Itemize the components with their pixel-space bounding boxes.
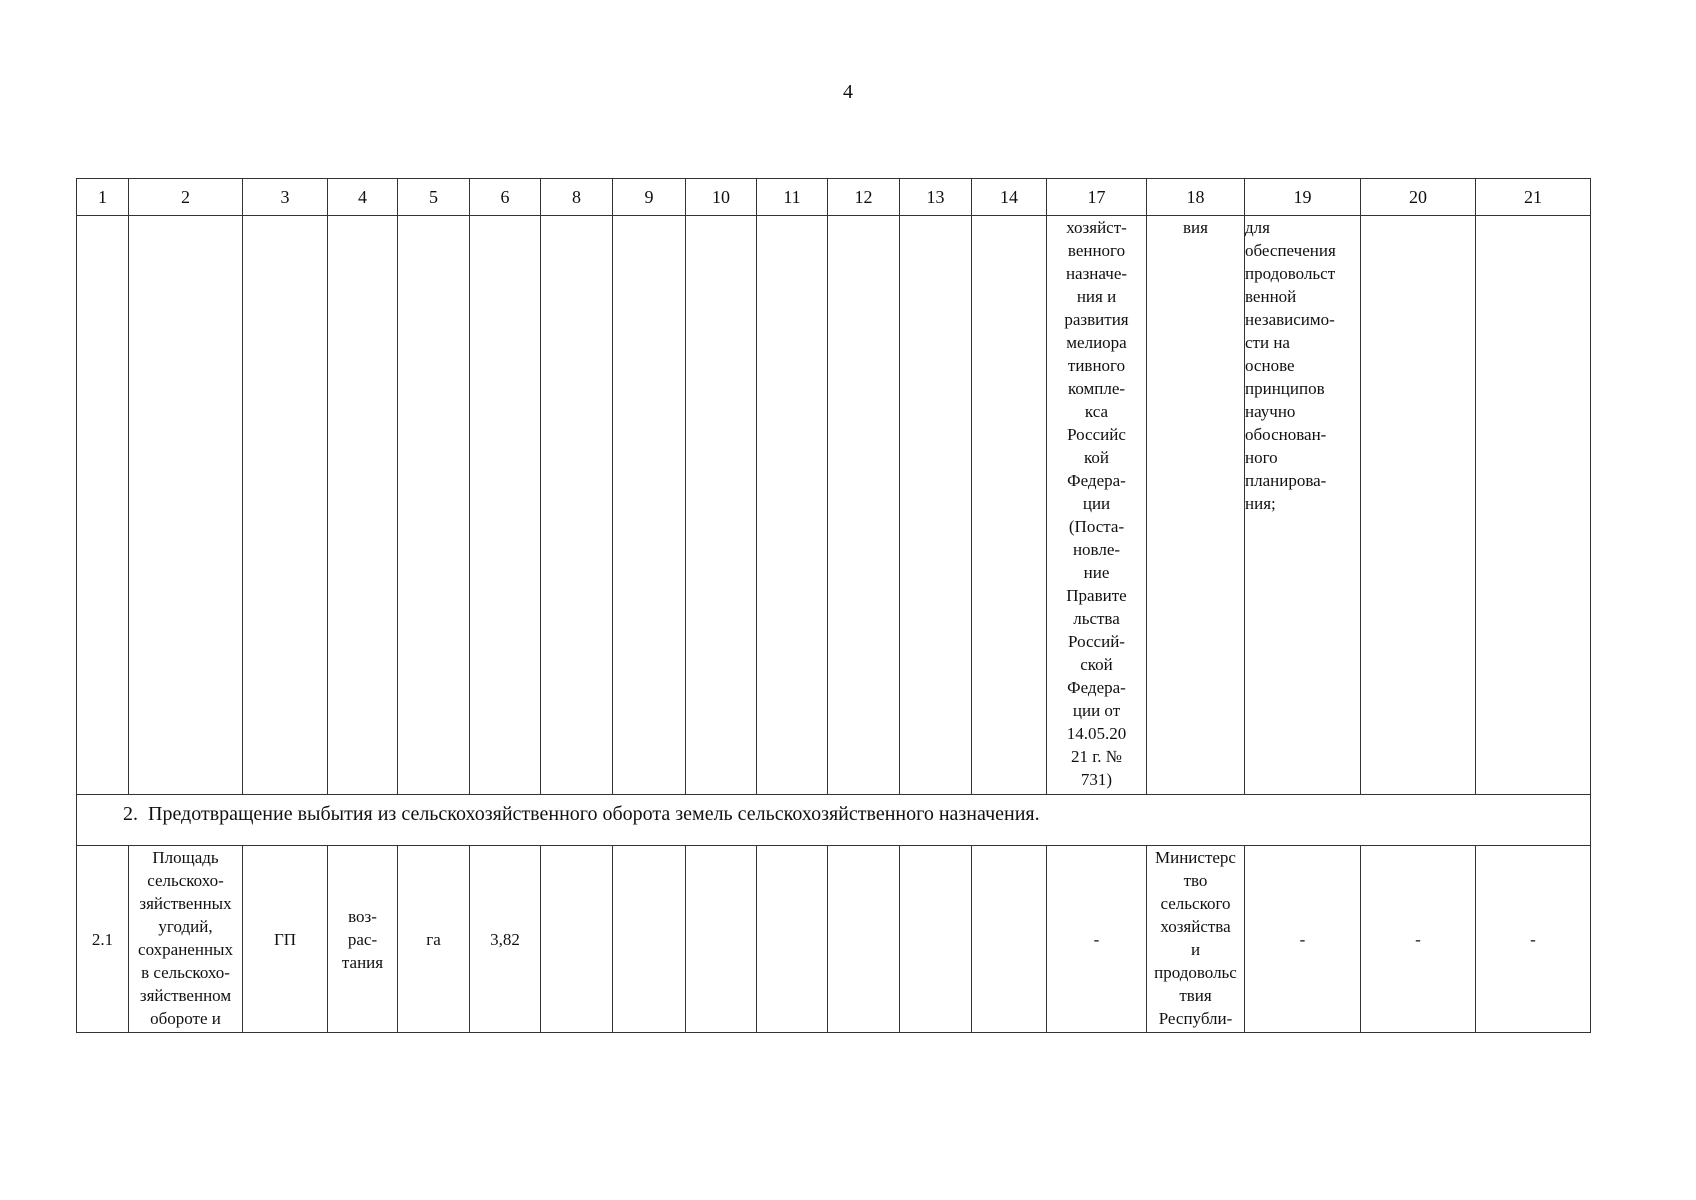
cell-line: компле- — [1067, 379, 1126, 398]
header-cell: 5 — [398, 179, 470, 216]
header-cell: 20 — [1361, 179, 1476, 216]
cell-line: кса — [1084, 402, 1109, 421]
header-cell: 14 — [972, 179, 1047, 216]
cell-line: тания — [341, 952, 384, 972]
cell-line: для — [1245, 218, 1270, 237]
empty-cell — [129, 216, 243, 795]
cell-line: Правите — [1066, 586, 1127, 605]
header-row — [77, 179, 1591, 216]
header-cell: 9 — [613, 179, 686, 216]
cell-line: Площадь — [152, 848, 219, 867]
cell-line: продовольст — [1245, 264, 1336, 283]
cell-line: хозяйства — [1160, 917, 1231, 936]
section-title: Предотвращение выбытия из сельскохозяйственного оборота земель сельскохозяйственного назначения. — [148, 803, 1040, 825]
cell-line: мелиора — [1066, 333, 1127, 352]
cell-line: Республи- — [1158, 1009, 1233, 1028]
empty-cell — [541, 216, 613, 795]
cell-line: ния и — [1076, 287, 1117, 306]
row-number-cell: 2.1 — [77, 846, 129, 1033]
cell-line: сельского — [1160, 894, 1231, 913]
cell-line: зяйственных — [139, 894, 232, 913]
empty-cell — [541, 846, 613, 1033]
cell-line: хозяйст- — [1066, 218, 1127, 237]
cell-line: и — [1190, 940, 1201, 959]
cell-line: льства — [1073, 609, 1120, 628]
cell-line: научно — [1245, 402, 1296, 421]
cell-line: ния; — [1245, 494, 1276, 513]
indicator-table — [76, 178, 1591, 1033]
section-heading — [77, 795, 1590, 827]
section-heading-cell — [77, 795, 1591, 846]
cell-line: 731) — [1080, 770, 1113, 789]
header-cell: 18 — [1147, 179, 1245, 216]
header-cell: 17 — [1047, 179, 1147, 216]
cell-line: 14.05.20 — [1066, 724, 1127, 743]
cell-line: обороте и — [150, 1009, 221, 1028]
header-cell: 10 — [686, 179, 757, 216]
cell-line: вия — [1183, 218, 1208, 237]
cell-line: сельскохо- — [147, 871, 224, 890]
cell-line: угодий, — [158, 917, 213, 936]
cell-line: рас- — [347, 929, 378, 949]
empty-cell — [613, 216, 686, 795]
cell-line: 21 г. № — [1070, 747, 1123, 766]
cell-line: ние — [1083, 563, 1110, 582]
empty-cell — [243, 216, 328, 795]
responsible-cell — [1147, 846, 1245, 1033]
cell-line: ного — [1245, 448, 1278, 467]
cell-line: Федера- — [1067, 678, 1126, 697]
cell-line: венного — [1067, 241, 1126, 260]
header-cell: 8 — [541, 179, 613, 216]
base-value-cell: 3,82 — [470, 846, 541, 1033]
empty-cell — [757, 846, 828, 1033]
dash-cell: - — [1245, 846, 1361, 1033]
cell-line: основе — [1245, 356, 1295, 375]
empty-cell — [77, 216, 129, 795]
col17-continuation-cell — [1047, 216, 1147, 795]
document-cell: - — [1047, 846, 1147, 1033]
cell-line: кой — [1084, 448, 1109, 467]
cell-line: новле- — [1072, 540, 1121, 559]
empty-cell — [1361, 216, 1476, 795]
header-cell: 4 — [328, 179, 398, 216]
empty-cell — [900, 216, 972, 795]
cell-line: ции от — [1072, 701, 1121, 720]
dash-cell: - — [1476, 846, 1591, 1033]
cell-line: ской — [1080, 655, 1113, 674]
empty-cell — [470, 216, 541, 795]
empty-cell — [972, 846, 1047, 1033]
col19-continuation-cell — [1245, 216, 1361, 795]
page-number: 4 — [843, 81, 853, 103]
header-cell: 6 — [470, 179, 541, 216]
empty-cell — [398, 216, 470, 795]
indicator-type-cell: ГП — [243, 846, 328, 1033]
header-cell: 21 — [1476, 179, 1591, 216]
cell-line: независимо- — [1245, 310, 1335, 329]
cell-line: венной — [1245, 287, 1297, 306]
cell-line: развития — [1064, 310, 1129, 329]
indicator-name-cell — [129, 846, 243, 1033]
empty-cell — [757, 216, 828, 795]
dash-cell: - — [1361, 846, 1476, 1033]
cell-line: тивного — [1067, 356, 1126, 375]
cell-line: воз- — [348, 906, 377, 926]
header-cell: 3 — [243, 179, 328, 216]
cell-line: сти на — [1245, 333, 1290, 352]
cell-line: Министерс — [1155, 848, 1236, 867]
cell-line: в сельскохо- — [141, 963, 230, 982]
empty-cell — [686, 846, 757, 1033]
cell-line: Федера- — [1067, 471, 1126, 490]
cell-line: назначе- — [1065, 264, 1128, 283]
cell-line: обеспечения — [1245, 241, 1336, 260]
empty-cell — [613, 846, 686, 1033]
empty-cell — [828, 216, 900, 795]
cell-line: принципов — [1245, 379, 1325, 398]
empty-cell — [1476, 216, 1591, 795]
header-cell: 19 — [1245, 179, 1361, 216]
empty-cell — [328, 216, 398, 795]
cell-line: Российс — [1067, 425, 1126, 444]
trend-cell — [328, 846, 398, 1033]
cell-line: планирова- — [1245, 471, 1327, 490]
empty-cell — [828, 846, 900, 1033]
cell-line: обоснован- — [1245, 425, 1327, 444]
section-row — [77, 795, 1591, 846]
cell-line: продовольс — [1154, 963, 1237, 982]
section-number: 2. — [123, 803, 138, 825]
empty-cell — [900, 846, 972, 1033]
cell-line: Россий- — [1068, 632, 1125, 651]
unit-cell: га — [398, 846, 470, 1033]
empty-cell — [972, 216, 1047, 795]
header-cell: 13 — [900, 179, 972, 216]
continuation-row — [77, 216, 1591, 795]
cell-line: сохраненных — [138, 940, 233, 959]
cell-line: зяйственном — [139, 986, 232, 1005]
cell-line: тво — [1183, 871, 1208, 890]
cell-line: ции — [1082, 494, 1111, 513]
empty-cell — [686, 216, 757, 795]
header-cell: 12 — [828, 179, 900, 216]
cell-line: (Поста- — [1068, 517, 1125, 536]
cell-line: твия — [1179, 986, 1212, 1005]
header-cell: 1 — [77, 179, 129, 216]
header-cell: 11 — [757, 179, 828, 216]
header-cell: 2 — [129, 179, 243, 216]
col18-continuation-cell — [1147, 216, 1245, 795]
table-row — [77, 846, 1591, 1033]
